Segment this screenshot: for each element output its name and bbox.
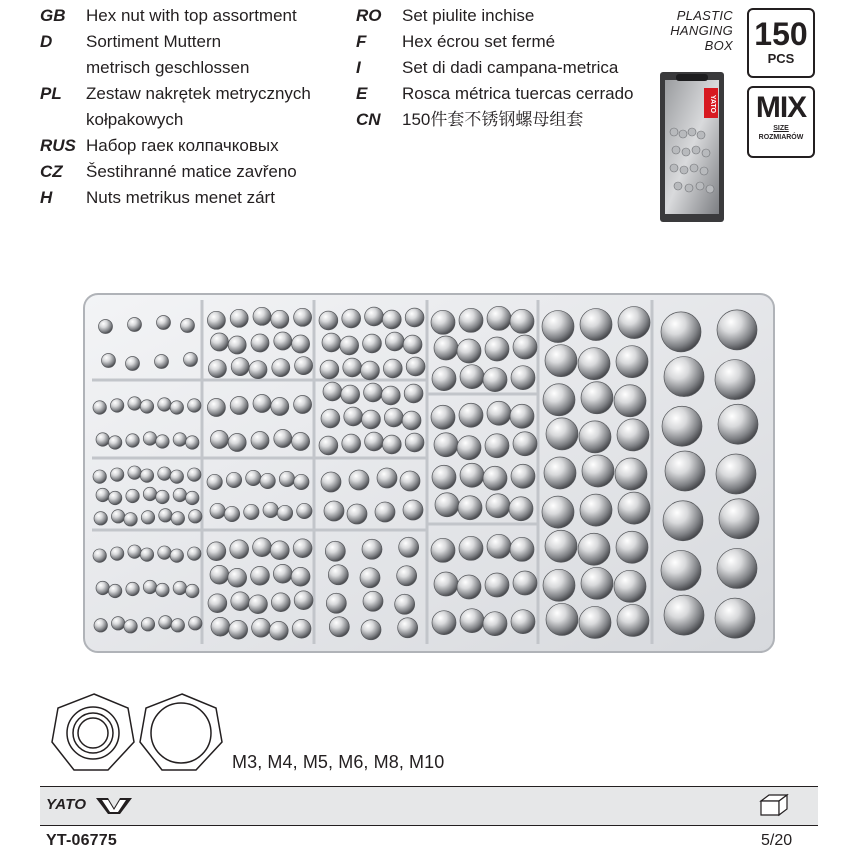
cap-nut [93,470,106,483]
cap-nut [140,469,153,482]
cap-nut [181,319,195,333]
cap-nut [230,397,248,415]
lang-code: PL [40,84,62,103]
cap-nut [581,567,613,599]
cap-nut [383,359,402,378]
lang-code: CZ [40,162,63,181]
cap-nut [340,336,359,355]
cap-nut [579,606,611,638]
cap-nut [459,308,483,332]
cap-nut [405,433,424,452]
cap-nut [382,310,401,329]
lang-text: Rosca métrica tuercas cerrado [402,84,634,103]
packaging-line: PLASTIC [676,8,733,23]
cap-nut [716,454,756,494]
lang-text: Set piulite inchise [402,6,535,25]
cap-nut [483,368,507,392]
cap-nut [159,509,172,522]
package-box-icon [759,793,789,817]
packaging-label [645,8,733,53]
cap-nut [173,581,186,594]
cap-nut [718,404,758,444]
cap-nut [140,548,153,561]
cap-nut [207,311,225,329]
cap-nut [460,365,484,389]
cap-nut [211,617,230,636]
cap-nut [322,333,341,352]
lang-code: RO [356,6,382,25]
cap-nut [188,468,201,481]
cap-nut [382,435,401,454]
cap-nut [186,491,199,504]
cap-nut [363,591,383,611]
cap-nut [111,617,124,630]
cap-nut [210,503,225,518]
cap-nut [365,307,384,326]
cap-nut [141,618,154,631]
cap-nut [343,358,362,377]
cap-nut [158,546,171,559]
cap-nut [665,451,705,491]
cap-nut [251,334,269,352]
cap-nut [102,354,116,368]
lang-text: Zestaw nakrętek metrycznych [86,84,311,103]
cap-nut [510,537,534,561]
cap-nut [431,310,455,334]
cap-nut [485,434,509,458]
cap-nut [545,345,577,377]
cap-nut [99,320,113,334]
cap-nut [253,395,271,413]
cap-nut [616,531,648,563]
cap-nut [158,398,171,411]
cap-nut [580,309,612,341]
cap-nut [171,619,184,632]
cap-nut [251,566,270,585]
cap-nut [271,593,290,612]
cap-nut [272,359,290,377]
cap-nut [329,617,349,637]
cap-nut [582,455,614,487]
cap-nut [365,432,384,451]
cap-nut [485,573,509,597]
cap-nut [189,510,202,523]
cap-nut [362,539,382,559]
mix-label: MIX [755,91,807,124]
cap-nut [244,504,259,519]
cap-nut [715,360,755,400]
lang-text: Set di dadi campana-metrica [402,58,619,77]
yato-logo-icon [96,796,132,814]
cap-nut [360,568,380,588]
cap-nut [546,418,578,450]
cap-nut [361,620,381,640]
cap-nut [342,309,361,328]
cap-nut [249,361,267,379]
lang-text: Набор гаек колпачковых [86,136,279,155]
cap-nut [186,436,199,449]
cap-nut [279,471,294,486]
piece-count: 150 [754,16,808,52]
cap-nut [110,399,123,412]
lang-code: CN [356,110,381,129]
cap-nut [124,513,137,526]
cap-nut [292,433,310,451]
cap-nut [542,311,574,343]
cap-nut [110,468,123,481]
cap-nut [294,591,313,610]
cap-nut [544,457,576,489]
cap-nut [375,502,395,522]
cap-nut [126,434,139,447]
cap-nut [274,332,292,350]
cap-nut [364,383,383,402]
cap-nut [543,384,575,416]
cap-nut [143,432,156,445]
cap-nut [406,357,425,376]
cap-nut [719,499,759,539]
cap-nut [404,384,423,403]
cap-nut [170,401,183,414]
cap-nut [292,335,310,353]
cap-nut [231,358,249,376]
cap-nut [487,306,511,330]
cap-nut [321,472,341,492]
cap-nut [108,436,121,449]
cap-nut [273,564,292,583]
cap-nut [230,309,248,327]
cap-nut [231,592,250,611]
lang-text: Hex nut with top assortment [86,6,297,25]
cap-nut [381,386,400,405]
cap-nut [363,334,382,353]
lang-code: I [356,58,361,77]
cap-nut [361,361,380,380]
cap-nut [228,568,247,587]
cap-nut [323,382,342,401]
lang-code: H [40,188,53,207]
cap-nut [328,565,348,585]
cap-nut [108,491,121,504]
cap-nut [251,432,269,450]
cap-nut [513,335,537,359]
cap-nut [362,410,381,429]
mix-sublabel: ROZMIARÓW [758,134,804,141]
cap-nut [347,504,367,524]
cap-nut [460,609,484,633]
cap-nut [156,435,169,448]
cap-nut [485,337,509,361]
cap-nut [614,570,646,602]
cap-nut [140,400,153,413]
cap-nut [377,468,397,488]
cap-nut [159,616,172,629]
lang-text: Šestihranné matice zavřeno [86,162,297,181]
cap-nut [319,436,338,455]
cap-nut [108,584,121,597]
cap-nut [291,567,310,586]
cap-nut [487,401,511,425]
cap-nut [111,510,124,523]
cap-nut [580,494,612,526]
nut-assortment-photo [82,292,776,654]
cap-nut [326,593,346,613]
cap-nut [617,604,649,636]
piece-count-unit: PCS [767,51,795,66]
cap-nut [616,346,648,378]
cap-nut [210,565,229,584]
cap-nut [342,434,361,453]
cap-nut [260,473,275,488]
mix-size-badge [747,86,815,158]
cap-nut [126,489,139,502]
cap-nut [156,490,169,503]
cap-nut [210,333,228,351]
cap-nut [229,620,248,639]
lang-code: RUS [40,136,76,155]
cap-nut [513,432,537,456]
cap-nut [403,500,423,520]
cap-nut [207,542,226,561]
cap-nut [252,618,271,637]
footer-band [40,786,818,826]
cap-nut [294,396,312,414]
cap-nut [208,594,227,613]
cap-nut [662,406,702,446]
cap-nut [483,612,507,636]
cap-nut [207,474,222,489]
hanging-box-photo [656,72,728,222]
packaging-line: BOX [704,38,733,53]
cap-nut [349,470,369,490]
cap-nut [399,537,419,557]
cap-nut [124,620,137,633]
cap-nut [661,550,701,590]
cap-nut [617,419,649,451]
cap-nut [459,536,483,560]
cap-nut [249,595,268,614]
cap-nut [158,467,171,480]
cap-nut [432,611,456,635]
cap-nut [246,470,261,485]
cap-nut [405,308,424,327]
mix-sublabel: SIZE [773,125,789,132]
cap-nut [294,474,309,489]
cap-nut [457,575,481,599]
lang-code: GB [40,6,66,25]
cap-nut [546,603,578,635]
cap-nut [581,382,613,414]
cap-nut [270,541,289,560]
cap-nut [510,404,534,428]
package-quantity: 5/20 [761,832,793,849]
cap-nut [457,339,481,363]
cap-nut [263,502,278,517]
cap-nut [664,595,704,635]
cap-nut [434,433,458,457]
cap-nut [324,501,344,521]
cap-nut [615,458,647,490]
lang-text: kołpakowych [86,110,184,129]
lang-text: metrisch geschlossen [86,58,250,77]
cap-nut [384,408,403,427]
cap-nut [189,617,202,630]
cap-nut [511,464,535,488]
lang-text: Hex écrou set fermé [402,32,556,51]
cap-nut [320,360,339,379]
cap-nut [578,348,610,380]
cap-nut [432,367,456,391]
cap-nut [661,312,701,352]
cap-nut [126,357,140,371]
cap-nut [542,496,574,528]
cap-nut [434,572,458,596]
cap-nut [93,401,106,414]
cap-nut [96,581,109,594]
cap-nut [188,399,201,412]
cap-nut [96,488,109,501]
cap-nut [614,385,646,417]
cap-nut [385,332,404,351]
cap-nut [94,512,107,525]
cap-nut [545,530,577,562]
cap-nut [510,309,534,333]
cap-nut [395,594,415,614]
cap-nut [293,539,312,558]
cap-nut [459,403,483,427]
cap-nut [321,409,340,428]
cap-nut [344,407,363,426]
cap-nut [618,492,650,524]
cap-nut [253,538,272,557]
cap-nut [128,397,141,410]
cap-nut [715,598,755,638]
cap-nut [96,433,109,446]
cap-nut [295,357,313,375]
lang-code: E [356,84,368,103]
cap-nut [543,569,575,601]
cap-nut [458,496,482,520]
cap-nut [618,307,650,339]
cap-nut [253,307,271,325]
lang-text: Nuts metrikus menet zárt [86,188,275,207]
cap-nut [294,308,312,326]
cap-nut [128,545,141,558]
cap-nut [110,547,123,560]
cap-nut [271,310,289,328]
cap-nut [143,580,156,593]
cap-nut [431,405,455,429]
cap-nut [663,501,703,541]
cap-nut [717,310,757,350]
cap-nut [128,318,142,332]
cap-nut [460,463,484,487]
lang-code: F [356,32,367,51]
cap-nut [171,512,184,525]
cap-nut [297,503,312,518]
cap-nut [188,547,201,560]
cap-nut [400,471,420,491]
cap-nut [432,465,456,489]
cap-nut [435,493,459,517]
cap-nut [341,385,360,404]
piece-count-badge [747,8,815,78]
cap-nut [128,466,141,479]
cap-nut [397,566,417,586]
cap-nut [431,538,455,562]
cap-nut [271,398,289,416]
cap-nut [511,366,535,390]
cap-nut [325,541,345,561]
cap-nut [156,583,169,596]
cap-nut [94,619,107,632]
cap-nut [434,336,458,360]
cap-nut [578,533,610,565]
cap-nut [486,494,510,518]
pack-brand: YATO [709,94,716,114]
nut-profile-drawings [48,690,228,776]
cap-nut [511,610,535,634]
cap-nut [579,421,611,453]
cap-nut [207,399,225,417]
cap-nut [126,582,139,595]
cap-nut [170,549,183,562]
cap-nut [402,411,421,430]
cap-nut [513,571,537,595]
cap-nut [277,505,292,520]
cap-nut [226,472,241,487]
cap-nut [228,434,246,452]
lang-code: D [40,32,53,51]
cap-nut [184,353,198,367]
cap-nut [186,584,199,597]
cap-nut [487,534,511,558]
cap-nut [230,540,249,559]
cap-nut [141,511,154,524]
cap-nut [157,316,171,330]
cap-nut [664,357,704,397]
cap-nut [210,431,228,449]
product-code: YT-06775 [46,832,117,849]
brand-name: YATO [46,796,87,813]
lang-text: Sortiment Muttern [86,32,222,51]
cap-nut [93,549,106,562]
cap-nut [717,548,757,588]
cap-nut [228,336,246,354]
cap-nut [403,335,422,354]
packaging-line: HANGING [670,23,733,38]
cap-nut [208,360,226,378]
cap-nut [173,488,186,501]
cap-nut [292,619,311,638]
cap-nut [509,497,533,521]
size-range: M3, M4, M5, M6, M8, M10 [232,752,445,772]
cap-nut [224,506,239,521]
cap-nut [319,311,338,330]
cap-nut [269,621,288,640]
lang-text: 150件套不锈钢螺母组套 [402,110,584,129]
cap-nut [483,466,507,490]
cap-nut [155,355,169,369]
cap-nut [143,487,156,500]
cap-nut [398,618,418,638]
cap-nut [457,436,481,460]
cap-nut [170,470,183,483]
cap-nut [274,430,292,448]
cap-nut [173,433,186,446]
